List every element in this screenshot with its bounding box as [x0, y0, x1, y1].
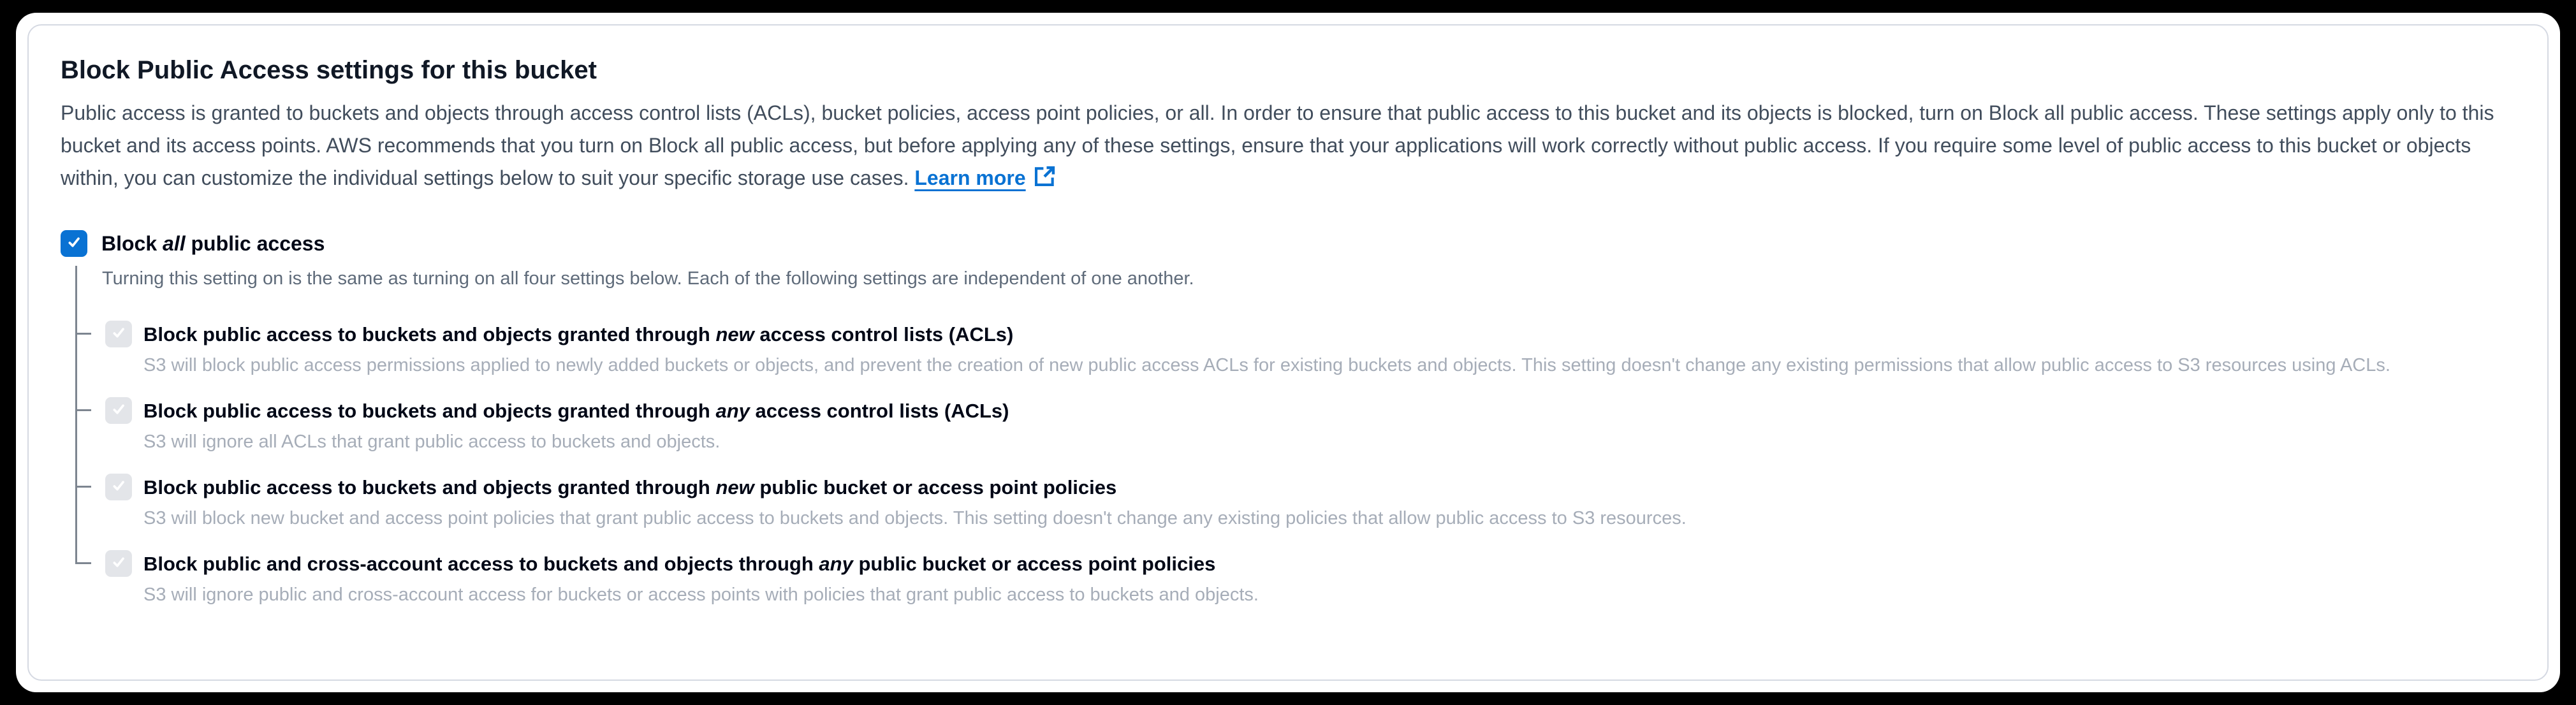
external-link-icon[interactable] [1032, 164, 1057, 198]
label-prefix: Block public and cross-account access to buckets and objects through [143, 553, 819, 575]
label-suffix: public access [185, 231, 325, 255]
block-all-help-text: Turning this setting on is the same as turning on all four settings below. Each of the following settings are independent of one another. [102, 268, 1194, 289]
label-prefix: Block [101, 231, 163, 255]
checkmark-icon [110, 477, 128, 498]
label-italic: new [715, 323, 754, 345]
label-prefix: Block public access to buckets and objects granted through [143, 323, 716, 345]
label-suffix: access control lists (ACLs) [754, 323, 1014, 345]
setting-label [143, 397, 2515, 425]
checkmark-icon [65, 233, 83, 254]
tree-branch-line [75, 562, 91, 564]
checkmark-icon [110, 400, 128, 421]
tree-branch-line [75, 486, 91, 488]
label-italic: any [819, 553, 853, 575]
panel-description [61, 97, 2515, 198]
setting-description: S3 will block public access permissions applied to newly added buckets or objects, and prevent the creation of new public access ACLs for existing buckets and objects. This setting doesn't change any existing permissions that allow public access to S3 resources using ACLs. [143, 355, 2390, 375]
label-italic: new [715, 476, 754, 498]
setting-description: S3 will ignore public and cross-account access for buckets or access points with policies that grant public access to buckets and objects. [143, 585, 1259, 605]
checkbox-block-any-cross-account-policies [105, 550, 132, 577]
tree-branch-line [75, 409, 91, 411]
setting-label [143, 474, 2515, 502]
setting-label [143, 321, 2515, 349]
checkbox-block-new-acls [105, 321, 132, 347]
setting-item-block-new-acls [105, 321, 2515, 378]
label-suffix: access control lists (ACLs) [749, 400, 1009, 422]
block-public-access-card [16, 13, 2560, 692]
setting-item-block-any-cross-account-policies [105, 550, 2515, 607]
label-prefix: Block public access to buckets and objects granted through [143, 476, 716, 498]
sub-settings-group [61, 266, 2515, 607]
label-italic: any [715, 400, 750, 422]
tree-connector-line [75, 266, 77, 563]
settings-panel [27, 24, 2549, 681]
block-all-public-access-label[interactable] [101, 232, 325, 256]
setting-description: S3 will block new bucket and access point policies that grant public access to buckets and objects. This setting doesn't change any existing policies that allow public access to S3 resources. [143, 508, 1687, 528]
label-prefix: Block public access to buckets and objects granted through [143, 400, 716, 422]
checkmark-icon [110, 324, 128, 345]
tree-branch-line [75, 333, 91, 335]
label-suffix: public bucket or access point policies [754, 476, 1117, 498]
learn-more-link[interactable]: Learn more [914, 166, 1026, 189]
checkmark-icon [110, 553, 128, 574]
setting-description: S3 will ignore all ACLs that grant public access to buckets and objects. [143, 432, 721, 452]
checkbox-block-any-acls [105, 397, 132, 424]
block-all-public-access-row [61, 230, 2515, 257]
block-all-public-access-checkbox[interactable] [61, 230, 87, 257]
checkbox-block-new-policies [105, 474, 132, 500]
setting-label [143, 550, 2515, 578]
label-italic: all [163, 231, 186, 255]
panel-description-text: Public access is granted to buckets and objects through access control lists (ACLs), bucket policies, access point policies, or all. In order to ensure that public access to this bucket and its objects is blocked, turn on Block all public access. These settings apply only to this bucket and its access points. AWS recommends that you turn on Block all public access, but before applying any of these settings, ensure that your applications will work correctly without public access. If you require some level of public access to this bucket or objects within, you can customize the individual settings below to suit your specific storage use cases. [61, 101, 2494, 189]
label-suffix: public bucket or access point policies [853, 553, 1216, 575]
setting-item-block-any-acls [105, 397, 2515, 454]
setting-item-block-new-policies [105, 474, 2515, 531]
panel-title: Block Public Access settings for this bucket [61, 56, 597, 84]
